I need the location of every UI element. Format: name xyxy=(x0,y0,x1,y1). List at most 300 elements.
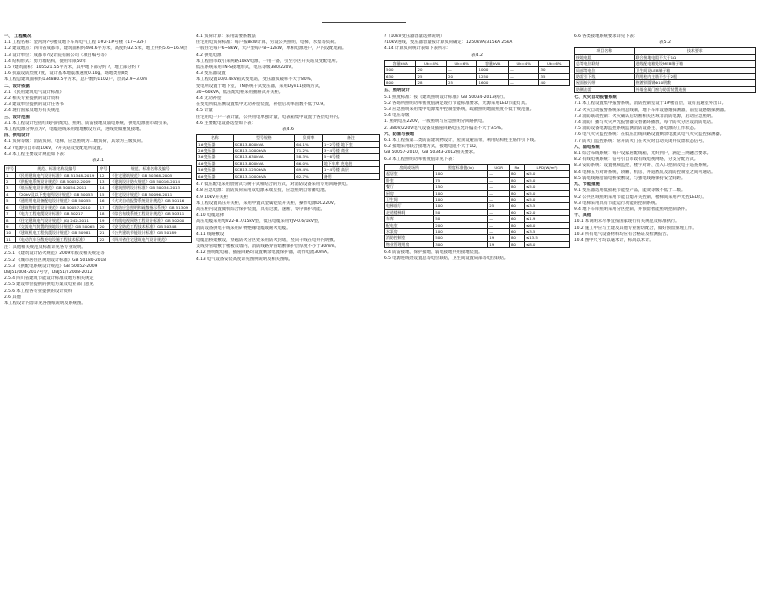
table-cell: 66.0% xyxy=(295,160,323,166)
table-cell: 5~6号楼 xyxy=(322,154,379,160)
table-cell: 《民用建筑电气设计标准》GB 51348-2019 xyxy=(16,172,98,178)
table-header-cell: 负荷率 xyxy=(295,135,323,141)
table-cell: 20 xyxy=(98,223,109,229)
table-cell: 50 xyxy=(434,209,488,215)
text-line: 低压系统采用TN-S接地形式，电压等级380/220V。 xyxy=(196,65,296,71)
col1-lines xyxy=(4,34,192,158)
table-cell: 1~4号楼 高层 xyxy=(322,167,379,173)
table-cell: 起居室 xyxy=(385,171,434,177)
table-cell: ≤5.0 xyxy=(524,190,569,196)
text-line: 支线穿管暗敷于楼板及墙内，消防线路穿管暗敷保护层厚度不小于30mm。 xyxy=(196,244,339,250)
column-4 xyxy=(574,34,756,602)
table-cell: 80 xyxy=(509,196,524,202)
table-cell: 80 xyxy=(509,190,524,196)
table-header-cell: 名称 xyxy=(197,135,234,141)
text-line: 10.1 本说明未尽事宜按国家现行有关规范及标准执行。 xyxy=(574,219,680,225)
table-cell: 6#变压器 xyxy=(197,173,234,179)
table-cell: 《建筑物防雷设计规范》GB 50057-2010 xyxy=(16,204,98,210)
table-cell: — xyxy=(488,190,510,196)
table-cell: — xyxy=(488,228,510,234)
table-cell: — xyxy=(488,171,510,177)
text-line: 7.2 火灾自动报警系统采用总线制，地下车库设感烟探测器，前室设感烟探测器。 xyxy=(574,107,729,113)
table-cell: 卧室 xyxy=(385,177,434,183)
table-cell: 75 xyxy=(434,177,488,183)
section-heading: 五、照明设计 xyxy=(384,88,410,94)
table-cell: — xyxy=(488,177,510,183)
table-cell: 《低压配电设计规范》GB 50054-2011 xyxy=(16,185,98,191)
table-cell: 12 xyxy=(98,172,109,178)
table-cell: 地下车库 充电桩 xyxy=(322,160,379,166)
table-cell: 消防控制室 xyxy=(385,235,434,241)
table-cell: 餐厅 xyxy=(385,184,434,190)
table-cell: 《建筑机电工程抗震设计规范》GB 50981 xyxy=(16,230,98,236)
table-cell: 19 xyxy=(98,217,109,223)
text-line: 2.4 现行国家及地方有关规范 xyxy=(4,108,60,114)
table-cell: 100 xyxy=(434,203,488,209)
table-cell: 80 xyxy=(509,241,524,247)
table-cell: 16 xyxy=(98,198,109,204)
table-cell: ≤13.5 xyxy=(524,235,569,241)
table-cell: 80 xyxy=(509,222,524,228)
col3-after xyxy=(384,250,570,262)
text-line: 4.8 应急电源：消防负荷采用双电源末端互投，应急照明自带蓄电池。 xyxy=(196,188,329,194)
text-line: 4.3 变压器设置 xyxy=(196,71,226,77)
table-cell: 《电力工程电缆设计标准》GB 50217 xyxy=(16,211,98,217)
col3-mid xyxy=(384,88,570,162)
text-line: 本工程设置高压开关柜，采用中置式金属铠装开关柜，操作电源DC220V。 xyxy=(196,200,339,206)
table-cell: 40 xyxy=(539,80,570,86)
text-line: 9.4 地下车库照明采用分区控制，并预留智能照明控制条件。 xyxy=(574,206,690,212)
table-header-cell: 技术要求 xyxy=(634,48,755,54)
table-cell: 《通用用电设备配电设计规范》GB 50055 xyxy=(16,198,98,204)
table-cell: 《安全防范工程技术标准》GB 50348 xyxy=(109,223,192,229)
table-cell: 配电室 xyxy=(385,222,434,228)
text-line: 4.14 计算负荷统计表如下表所示： xyxy=(384,46,451,52)
table-cell: ≤2.0 xyxy=(524,209,569,215)
text-line: 5.3 应急照明采用集中电源集中控制型系统，疏散照明地面照度不低于规范值。 xyxy=(384,107,534,113)
text-line: 3.1 本工程设计包括红线内的配电、照明、防雷接地及弱电系统，供电电源由市政引来， xyxy=(4,120,172,126)
table-cell: 《交流电气装置的接地设计规范》GB 50065 xyxy=(16,223,98,229)
table-cell: 64.1% xyxy=(295,141,323,147)
text-line: 高压柜内设置微机综合保护装置，具有过流、速断、零序保护功能。 xyxy=(196,206,325,212)
table-cell: — xyxy=(488,196,510,202)
text-line: 本工程由市政引来两路10kV电源，一用一备，引至小区开关站及变配电所。 xyxy=(196,58,341,64)
table-cell: 2#变压器 xyxy=(197,148,234,154)
table-header-cell: 规范、标准名称及编号 xyxy=(109,166,192,172)
col1-after xyxy=(4,245,192,307)
text-line: 4.13 电气设备安装高度详见图例说明及相关图纸。 xyxy=(196,256,293,262)
text-line: 8.5 弱电线路沿弱电桥架敷设，与强电线路保持安全间距。 xyxy=(574,175,686,181)
table-cell: 13 xyxy=(98,179,109,185)
text-line: 4.3 本工程主要设计规范如下表： xyxy=(4,151,69,157)
text-line: 4.2 ?电源引自市政10kV，?开关站及变配电所设置。 xyxy=(4,145,105,151)
table-cell: 28 xyxy=(416,80,447,86)
text-line: 2.5.6 本工程各专业提供的设计资料 xyxy=(4,288,73,294)
table-cell: — xyxy=(488,209,510,215)
table-cell: 《供配电系统设计规范》GB 50052-2009 xyxy=(16,179,98,185)
table-cell: 卫生间 xyxy=(385,196,434,202)
text-line: 5.1 照度标准：按《建筑照明设计标准》GB 50034-2013执行。 xyxy=(384,94,508,100)
table-cell: 18 xyxy=(98,211,109,217)
section-heading: 三、设计范围 xyxy=(4,114,30,120)
table-cell: 走道楼梯间 xyxy=(385,209,434,215)
grounding-table xyxy=(574,47,756,93)
table-cell: 《电动汽车分散充电设施工程技术标准》 xyxy=(16,236,98,242)
text-line: 7.6 电气火灾监控系统：在低压出线回路设置剩余电流式电气火灾监控探测器。 xyxy=(574,132,724,138)
text-line: 1.6 抗震设防烈度7度，设计基本地震加速度0.10g，场地类别Ⅱ类 xyxy=(4,71,129,77)
table-cell: 外墙金属门窗与防雷装置连接 xyxy=(634,86,755,92)
header-rule xyxy=(322,22,406,23)
standards-table xyxy=(4,165,192,243)
text-line: 6.1 本工程按第二类防雷建筑物设计，屋顶设避雷带，利用结构柱主筋作引下线。 xyxy=(384,138,539,144)
table-cell: 15 xyxy=(98,191,109,197)
table-cell: 《住宅设计规范》GB 50096-2011 xyxy=(109,191,192,197)
text-line: 30~60kVA，低压配电柜采用抽屉式开关柜。 xyxy=(196,89,284,95)
table-cell: 屋面接闪带 xyxy=(575,80,635,86)
table-cell: 100 xyxy=(434,171,488,177)
table-cell: 35 xyxy=(539,73,570,79)
table-cell: 80 xyxy=(509,235,524,241)
table-cell: 总等电位联结 xyxy=(575,61,635,67)
table-cell: 58.3% xyxy=(295,154,323,160)
column-3 xyxy=(384,34,570,602)
table-cell: 3#变压器 xyxy=(197,154,234,160)
table-header-cell: 备注 xyxy=(322,135,379,141)
table-cell: 630 xyxy=(385,73,416,79)
text-line: 2.5.1 《建筑设计防火规范》2009年版及相关规定等 xyxy=(4,251,105,257)
text-line: 7.5 消防设备电源监控系统监测消防设备主、备电源的工作状态。 xyxy=(574,126,699,132)
table-cell: 9 xyxy=(5,223,16,229)
table-cell: 30 xyxy=(539,67,570,73)
text-line: 住宅用电一户一表计量，公共用电单独计量，电表箱集中设置于各层电井内。 xyxy=(196,114,343,120)
table-cell: ≤3.5 xyxy=(524,228,569,234)
table-cell: 7 xyxy=(5,211,16,217)
table-cell: 25 xyxy=(416,73,447,79)
text-line: 一般住宅每户6~8kW，大户型每户8~12kW，单相电源进户，户内设配电箱。 xyxy=(196,46,347,52)
col4-after xyxy=(574,95,756,244)
table-cell: 《公共建筑节能设计标准》GB 50189 xyxy=(109,230,192,236)
table-cell: — xyxy=(488,216,510,222)
table-cell: 《消防应急照明和疏散指示系统》GB 51309 xyxy=(109,204,192,210)
text-line: DBJ51/004-2017号令，DBJ51/T2008-2012 xyxy=(4,269,93,275)
table-title: 表4.6 xyxy=(282,127,294,133)
table-cell: ≤5.0 xyxy=(524,177,569,183)
text-line: 4.11 线路敷设 xyxy=(196,231,225,237)
table-cell: 4#变压器 xyxy=(197,160,234,166)
text-line: 4.2 供电电源 xyxy=(196,52,222,58)
table-cell: 100 xyxy=(434,190,488,196)
text-line: 在变电所低压侧设置集中无功补偿装置，补偿后功率因数不低于0.9。 xyxy=(196,102,328,108)
table-row xyxy=(197,173,380,179)
text-line: 1.3 设计单位：成都市?设计院有限公司（项目编号等） xyxy=(4,52,110,58)
table-cell: 1#变压器 xyxy=(197,141,234,147)
table-cell: 接地电阻 xyxy=(575,54,635,60)
text-line: 1. 照明电压220V，一般照明与应急照明分回路供电。 xyxy=(384,119,487,125)
table-cell: 62.7% xyxy=(295,173,323,179)
table-cell: 25 xyxy=(488,203,510,209)
table-title: 表5.2 xyxy=(659,40,671,46)
table-cell: 17 xyxy=(98,204,109,210)
table-cell: 物业管理用房 xyxy=(385,241,434,247)
table-header-cell: 序号 xyxy=(6,166,14,172)
text-line: 本工程设置10/0.4kV箱式变电站，变压器负载率不大于80%， xyxy=(196,77,315,83)
text-line: 住宅用电负荷标准：每户按8kW计算，另设公共照明、电梯、水泵等负荷。 xyxy=(196,40,339,46)
table-cell: 1600 xyxy=(477,80,508,86)
text-line: 6.2 接地采用联合接地方式，接地电阻不大于1Ω， xyxy=(384,144,480,150)
table-cell: 10 xyxy=(5,230,16,236)
text-line: 4.6 主要配电设备选型如下表： xyxy=(196,120,256,126)
text-line: 2.6 其他 xyxy=(4,294,21,300)
text-line: 本工程设计内容详见各图纸说明及系统图。 xyxy=(4,300,86,306)
text-line: 1.4 结构形式：剪力墙结构，使用年限50年 xyxy=(4,58,87,64)
table-cell: 5 xyxy=(5,198,16,204)
text-line: 8.1 综合布线系统：每户设家居配线箱，光纤到户，满足三网融合要求。 xyxy=(574,151,712,157)
table-header-cell: 规范、标准名称及编号 xyxy=(16,166,98,172)
table-cell: SCB13-1000kVA xyxy=(233,148,295,154)
table-cell: 19 xyxy=(488,241,510,247)
text-line: 7.1 本工程设置集中报警系统，消防控制室设于1#楼首层，设有直通室外出口。 xyxy=(574,101,727,107)
table-cell: 50 xyxy=(434,216,488,222)
table-cell: 《火灾自动报警系统设计规范》GB 50116 xyxy=(109,198,192,204)
table-cell: — xyxy=(508,80,539,86)
text-line: 4.7 低压配电采用放射式与树干式相结合的方式，对消防设备采用专用回路供电。 xyxy=(196,182,351,188)
table-cell: 《建筑照明设计标准》GB 50034-2013 xyxy=(109,185,192,191)
table-cell: 500 xyxy=(385,67,416,73)
table-cell: 80 xyxy=(509,171,524,177)
table-cell: 《住宅建筑规范》GB 50368-2005 xyxy=(109,172,192,178)
text-line: 8.3 安防系统：设置视频监控、楼宇对讲、出入口控制及电子巡查系统。 xyxy=(574,163,712,169)
table-cell: — xyxy=(508,73,539,79)
text-line: 10.4 图中尺寸均以毫米计，标高以米计。 xyxy=(574,237,654,243)
table-cell: — xyxy=(488,222,510,228)
text-line: 10.3 所有电气设备材料均应有合格证及检测报告。 xyxy=(574,231,671,237)
table-cell: SCB13-800kVA xyxy=(233,160,295,166)
table-header-cell: UGR xyxy=(488,164,510,170)
table-title: 表2.1 xyxy=(92,158,104,164)
table-cell: 1000 xyxy=(477,67,508,73)
table-cell: 《建筑设计防火规范》GB 50016-2014 xyxy=(109,179,192,185)
text-line: ?（10kV变压器容量选择说明） xyxy=(384,34,445,39)
table-header-cell: Uk=4% xyxy=(508,60,539,66)
col2-after xyxy=(196,182,380,263)
table-header-cell: 容量kVA xyxy=(385,60,416,66)
text-line: 9.2 公共区域照明采用节能自熄开关控制，楼梯间采用声光控LED灯。 xyxy=(574,194,707,200)
table-cell: SCB13-800kVA xyxy=(233,141,295,147)
table-cell: 19 xyxy=(488,235,510,241)
table-cell: 80 xyxy=(509,184,524,190)
text-line: 4.5 计量 xyxy=(196,108,213,114)
table-cell: 车库 xyxy=(385,216,434,222)
text-line: 5.2 各场所照明功率密度值满足现行节能标准要求，光源采用LED节能灯具。 xyxy=(384,100,530,106)
table-cell: 14 xyxy=(98,185,109,191)
col3-lines xyxy=(384,34,570,53)
table-cell: 80 xyxy=(509,177,524,183)
table-row xyxy=(575,86,756,92)
section-heading: 二、设计依据 xyxy=(4,83,30,89)
text-line: 7.4 消防广播与火灾声光报警器交替循环播放，每个防火分区设消防电话。 xyxy=(574,120,716,126)
table-cell: 20 xyxy=(416,67,447,73)
text-line: 2.5.2 《城市居住区规划设计标准》GB 50180-2018 xyxy=(4,257,106,263)
table-cell: 21 xyxy=(98,230,109,236)
table-cell: 60 xyxy=(509,216,524,222)
text-line: 注：其他相关规范及标准详见各专业说明。 xyxy=(4,245,86,251)
text-line: 4.9 10kV开关柜 xyxy=(196,194,228,200)
text-line: 6.5 电源进线处设置总等电位联结，卫生间设置局部等电位联结。 xyxy=(384,256,509,262)
table-cell: SCB13-1000kVA xyxy=(233,173,295,179)
table-cell: 防雷引下线 xyxy=(575,74,635,80)
table-cell: 25 xyxy=(446,80,477,86)
table-header-cell: 照度标准值(lx) xyxy=(434,164,488,170)
text-line: 8.4 电梯五方对讲系统，轿厢、机房、井道底坑及消防控制室之间可通话。 xyxy=(574,169,716,175)
table-header-cell: 容量kVA xyxy=(477,60,508,66)
col2-lines xyxy=(196,34,380,127)
table-cell: 1~2号楼 地下室 xyxy=(322,141,379,147)
text-line: 本工程总建筑面积约134880.5平方米，总户数约1102户，层高2.9~3.0m xyxy=(4,77,148,83)
table-cell: — xyxy=(508,67,539,73)
table-cell: 《有线电视网络工程设计标准》GB 50200 xyxy=(109,217,192,223)
text-line: 7.7 防火门监控系统：常开防火门在火灾时自动关闭并反馈状态信号。 xyxy=(574,138,707,144)
table-header-cell: Uk=4% xyxy=(416,60,447,66)
table-cell: 8 xyxy=(5,217,16,223)
table-cell: 《住宅建筑电气设计规范》JGJ 242-2011 xyxy=(16,217,98,223)
table-header-cell: LPD(W/m²) xyxy=(524,164,569,170)
section-heading: 八、弱电系统 xyxy=(574,144,600,150)
table-cell: ≤6.0 xyxy=(524,222,569,228)
table-cell: 500 xyxy=(434,235,488,241)
table-cell: 100 xyxy=(434,228,488,234)
table-cell: 3 xyxy=(5,185,16,191)
table-cell: 《20kV及以下变电所设计规范》GB 50053 xyxy=(16,191,98,197)
table-cell: 联合接地电阻不大于1Ω xyxy=(634,54,755,60)
table-cell: 热镀锌圆钢Φ10明敷 xyxy=(634,80,755,86)
text-line: 2.5.4 四川省建筑节能设计标准及地方相关规定 xyxy=(4,276,94,282)
text-line: 2.5.3 《供配电系统设计规范》GB 50052-2009 xyxy=(4,263,98,269)
table-row xyxy=(5,236,192,242)
text-line: 2.2 相关专业提供的设计资料 xyxy=(4,96,60,102)
text-line: 2.3 建设单位提供的设计任务书 xyxy=(4,102,64,108)
table-cell: 100 xyxy=(434,196,488,202)
table-cell: 60 xyxy=(509,228,524,234)
table-cell: 60 xyxy=(509,209,524,215)
text-line: 2. 380V/220V电气设备及插座回路电压允许偏差不大于±5%。 xyxy=(384,125,506,131)
text-line: 4.10 电缆选择 xyxy=(196,213,225,219)
table-cell: ≤5.0 xyxy=(524,171,569,177)
table-cell: 69.4% xyxy=(295,167,323,173)
table-cell: 200 xyxy=(434,222,488,228)
table-cell: 进线配电箱处设MEB端子箱 xyxy=(634,61,755,67)
table-cell: 71.2% xyxy=(295,148,323,154)
section-heading: 四、供电设计 xyxy=(4,133,30,139)
table-cell: 卫生间设LEB端子箱 xyxy=(634,67,755,73)
text-line: 5.4 电压等级 xyxy=(384,113,410,119)
table-cell: 6 xyxy=(5,204,16,210)
lighting-table xyxy=(384,164,570,248)
text-line: 4.1 负荷计算：采用需要系数法 xyxy=(196,34,256,39)
text-line: 10.2 施工中应与土建及其他专业密切配合，做好预留预埋工作。 xyxy=(574,225,697,231)
text-line: GB 50057-2010，GB 50343-2012相关要求。 xyxy=(384,150,478,156)
text-line: 6.4 防雷接地、保护接地、弱电接地共用接地装置。 xyxy=(384,250,483,256)
table-cell: ≤5.0 xyxy=(524,184,569,190)
table-cell: 利用柱内主筋不少于2根 xyxy=(634,74,755,80)
section-heading: 六、防雷与接地 xyxy=(384,131,415,137)
text-line: 8.2 有线电视系统：信号引自市政有线电视网络，分支分配方式。 xyxy=(574,157,699,163)
section-heading: 七、火灾自动报警系统 xyxy=(574,95,617,101)
text-line: 7.3 消防联动控制：火灾确认后切断相关区域非消防电源，启动应急照明。 xyxy=(574,113,716,119)
table-cell: SCB13-1250kVA xyxy=(233,167,295,173)
column-2 xyxy=(196,34,380,602)
table-cell: — xyxy=(488,184,510,190)
section-heading: 十、其他 xyxy=(574,213,592,219)
text-line: 电缆沿桥架敷设，穿越防火分区处采用防火封堵，竖向干线在电井内明敷。 xyxy=(196,237,338,243)
table-header-cell: Uk=6% xyxy=(446,60,477,66)
table-title: 表4.2 xyxy=(471,52,483,58)
table-cell: 局部等电位 xyxy=(575,67,635,73)
equipment-table xyxy=(196,134,380,180)
table-cell: 《综合布线系统工程设计规范》GB 50311 xyxy=(109,211,192,217)
section-heading: 九、节能措施 xyxy=(574,182,600,188)
table-cell: 厨房 xyxy=(385,190,434,196)
table-cell: 《四川省住宅建筑电气设计规范》 xyxy=(109,236,192,242)
text-line: 1.1 工程名称：金河湾?号楼及地下车库电气工程 1#2-1#号楼（17~32F） xyxy=(4,40,149,46)
table-cell: 22 xyxy=(98,236,109,242)
text-line: 9.3 电梯采用具有节能运行功能的控制系统。 xyxy=(574,200,660,206)
table-cell: ≤3.5 xyxy=(524,203,569,209)
text-line: ?10kV进线，变压器容量按计算负荷确定：1250kVA/315kA 25kA xyxy=(384,40,513,46)
text-line: 1.2 建设地点：四川省成都市，建筑面积约494.6平方米，高度约32.5米，地上共约5.6~16.9层 xyxy=(4,46,188,52)
table-cell: 300 xyxy=(434,241,488,247)
text-line: 2.1 《民用建筑电气设计标准》 xyxy=(4,89,64,95)
text-line: 消防设备供电干线采用矿物绝缘电缆或耐火电缆。 xyxy=(196,225,291,231)
text-line: 6.3 本工程照明功率密度值详见下表： xyxy=(384,156,457,162)
table-cell: 800 xyxy=(385,80,416,86)
text-line: 6.6 各类接地系统要求详见下表： xyxy=(574,34,639,39)
table-cell: ≤5.0 xyxy=(524,196,569,202)
text-line: 9.1 变压器选用低损耗节能型产品，能效等级不低于二级。 xyxy=(574,188,686,194)
table-row xyxy=(385,241,570,247)
text-line: 变电所设置于地下室，TN系统干式变压器，采用Dyn11接线方式， xyxy=(196,83,324,89)
table-cell: 4 xyxy=(5,191,16,197)
table-header-cell: Uk=6% xyxy=(539,60,570,66)
table-cell: — xyxy=(446,67,477,73)
table-header-cell: 房间或场所 xyxy=(385,164,434,170)
table-cell: 20 xyxy=(446,73,477,79)
table-cell: 11 xyxy=(5,236,16,242)
table-cell: 1 xyxy=(5,172,16,178)
table-cell: 2 xyxy=(5,179,16,185)
table-header-cell: Ra xyxy=(509,164,524,170)
table-header-cell: 序号 xyxy=(99,166,108,172)
table-cell: 防侧击雷 xyxy=(575,86,635,92)
column-1 xyxy=(4,34,192,602)
table-cell: 3~4号楼 商业 xyxy=(322,148,379,154)
text-line: 4.4 无功补偿 xyxy=(196,96,222,102)
table-cell: ≤8.0 xyxy=(524,241,569,247)
table-cell: 5#变压器 xyxy=(197,167,234,173)
text-line: 1.5 ?建筑面积：105521.55平方米，其中地下部分约 ?，地上部分约 ? xyxy=(4,65,140,71)
text-line: 4.1 负荷等级：消防负荷、电梯、应急照明为二级负荷，其余为三级负荷。 xyxy=(4,139,146,145)
text-line: 高压电缆采用YJV22-8.7/15kV型，低压电缆采用YJV-0.6/1kV型， xyxy=(196,219,323,225)
table-cell: 1250 xyxy=(477,73,508,79)
transformer-table xyxy=(384,60,570,87)
table-cell: SCB13-630kVA xyxy=(233,154,295,160)
table-cell: ≤1.9 xyxy=(524,216,569,222)
table-cell: 电梯前厅 xyxy=(385,203,434,209)
table-header-cell: 项目名称 xyxy=(575,48,635,54)
table-cell: 60 xyxy=(509,203,524,209)
table-row xyxy=(385,80,570,86)
text-line: 本工程电源分界点为?，电缆进线采用埋地敷设方式，进线处做重复接地。 xyxy=(4,127,144,133)
text-line: 4.12 照明配电箱、插座回路均设置剩余电流保护器，动作电流30mA。 xyxy=(196,250,332,256)
